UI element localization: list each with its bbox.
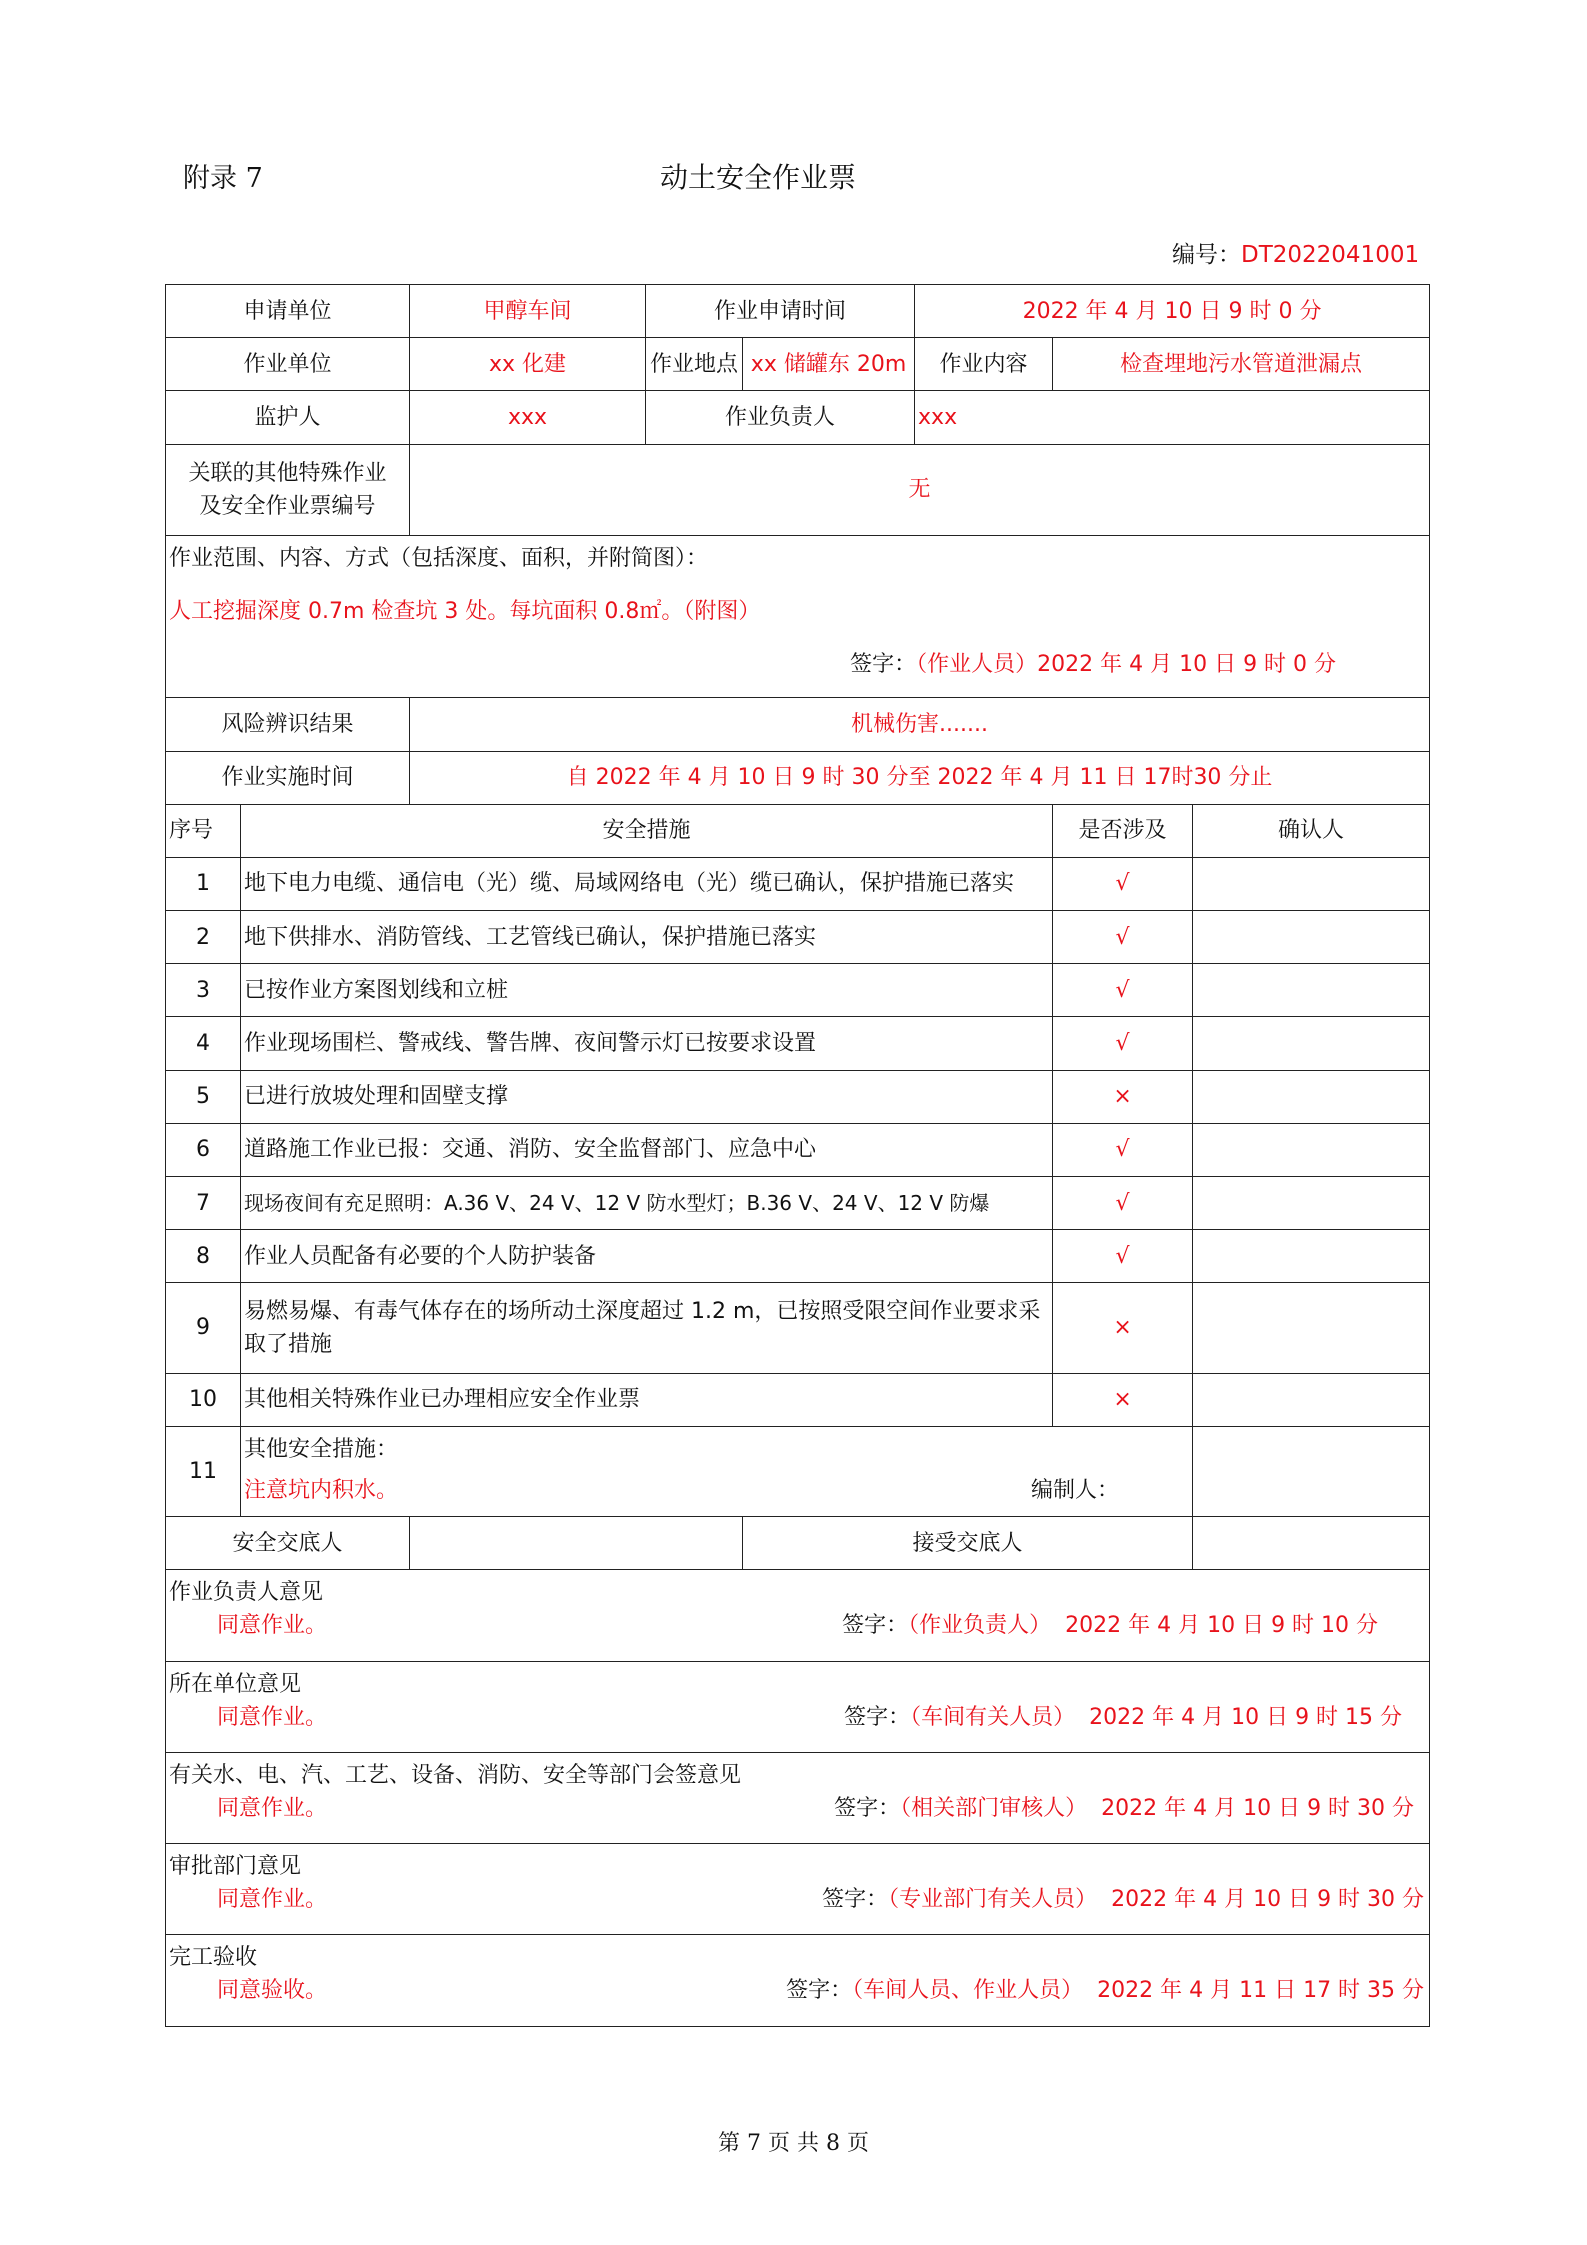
other-measure-content: 注意坑内积水。 [244, 1477, 399, 1503]
signature-label: 签字： [842, 1613, 909, 1639]
apply-time-label: 作业申请时间 [646, 285, 915, 338]
opinion-section [166, 1570, 1430, 1661]
measure-row [166, 857, 1430, 910]
measure-row [166, 964, 1430, 1017]
measure-row [166, 1070, 1430, 1123]
signature-label: 签字： [844, 1704, 911, 1730]
other-measure-row [166, 1426, 1430, 1516]
work-unit-value: xx 化建 [410, 338, 646, 391]
measure-no: 9 [166, 1283, 241, 1373]
opinion-content: 同意作业。 [217, 1887, 328, 1913]
other-measure-label: 其他安全措施： [244, 1436, 399, 1462]
measure-involved-mark: √ [1053, 1230, 1193, 1283]
opinion-title: 完工验收 [169, 1945, 258, 1971]
measure-involved-mark: √ [1053, 1017, 1193, 1070]
measure-confirmer [1193, 1373, 1430, 1426]
signature-value: （相关部门审核人） 2022 年 4 月 10 日 9 时 30 分 [900, 1795, 1415, 1821]
handover-receiver-value [1193, 1517, 1430, 1570]
col-header-confirm: 确认人 [1193, 804, 1430, 857]
leader-value: xxx [915, 391, 1430, 444]
work-scope-content: 人工挖掘深度 0.7m 检查坑 3 处。每坑面积 0.8㎡。（附图） [169, 598, 761, 624]
measure-confirmer [1193, 1426, 1430, 1516]
period-value: 自 2022 年 4 月 10 日 9 时 30 分至 2022 年 4 月 11 日 17时30 分止 [410, 751, 1430, 804]
col-header-measure: 安全措施 [241, 804, 1053, 857]
measure-confirmer [1193, 1017, 1430, 1070]
apply-unit-label: 申请单位 [166, 285, 410, 338]
page-number: 第 7 页 共 8 页 [718, 2131, 869, 2156]
work-scope-section [166, 535, 1430, 698]
page-title: 动土安全作业票 [660, 161, 857, 194]
serial-label: 编号： [1172, 242, 1241, 268]
signature-value: （专业部门有关人员） 2022 年 4 月 10 日 9 时 30 分 [888, 1887, 1425, 1913]
related-label-line-2: 及安全作业票编号 [199, 493, 376, 519]
handover-giver-label: 安全交底人 [166, 1517, 410, 1570]
col-header-no: 序号 [166, 804, 241, 857]
opinion-content: 同意作业。 [217, 1795, 328, 1821]
opinion-section [166, 1935, 1430, 2027]
col-header-involved: 是否涉及 [1053, 804, 1193, 857]
opinion-title: 审批部门意见 [169, 1854, 302, 1880]
signature-label: 签字： [822, 1887, 889, 1913]
measure-involved-mark: × [1053, 1283, 1193, 1373]
measure-text: 已进行放坡处理和固壁支撑 [241, 1070, 1053, 1123]
measure-no: 1 [166, 857, 241, 910]
apply-time-value: 2022 年 4 月 10 日 9 时 0 分 [915, 285, 1430, 338]
work-content-value: 检查埋地污水管道泄漏点 [1053, 338, 1430, 391]
measure-confirmer [1193, 1283, 1430, 1373]
measure-text: 道路施工作业已报：交通、消防、安全监督部门、应急中心 [241, 1123, 1053, 1176]
work-scope-label: 作业范围、内容、方式（包括深度、面积，并附简图）： [169, 545, 709, 571]
measure-involved-mark: √ [1053, 964, 1193, 1017]
related-permit-value: 无 [410, 444, 1430, 535]
work-place-label: 作业地点 [646, 338, 743, 391]
measure-no: 6 [166, 1123, 241, 1176]
measure-row [166, 1230, 1430, 1283]
related-label-line-1: 关联的其他特殊作业 [188, 460, 387, 486]
risk-label: 风险辨识结果 [166, 698, 410, 751]
measure-text: 作业现场围栏、警戒线、警告牌、夜间警示灯已按要求设置 [241, 1017, 1053, 1070]
opinion-content: 同意作业。 [217, 1704, 328, 1730]
measure-no: 3 [166, 964, 241, 1017]
measure-confirmer [1193, 1123, 1430, 1176]
measure-confirmer [1193, 1070, 1430, 1123]
author-label: 编制人： [1031, 1477, 1120, 1503]
signature-label: 签字： [834, 1795, 901, 1821]
period-label: 作业实施时间 [166, 751, 410, 804]
handover-giver-value [410, 1517, 743, 1570]
leader-label: 作业负责人 [646, 391, 915, 444]
measure-no: 11 [166, 1426, 241, 1516]
opinion-title: 所在单位意见 [169, 1671, 302, 1697]
work-place-value: xx 储罐东 20m [743, 338, 915, 391]
opinion-section [166, 1844, 1430, 1935]
signature-value: （车间人员、作业人员） 2022 年 4 月 11 日 17 时 35 分 [852, 1978, 1425, 2004]
signature-value: （作业负责人） 2022 年 4 月 10 日 9 时 10 分 [908, 1613, 1379, 1639]
guardian-value: xxx [410, 391, 646, 444]
measure-no: 2 [166, 911, 241, 964]
opinion-title: 有关水、电、汽、工艺、设备、消防、安全等部门会签意见 [169, 1762, 742, 1788]
opinion-content: 同意验收。 [217, 1978, 328, 2004]
measure-no: 4 [166, 1017, 241, 1070]
measure-row [166, 1123, 1430, 1176]
related-permit-label [166, 444, 410, 535]
measure-text: 作业人员配备有必要的个人防护装备 [241, 1230, 1053, 1283]
measure-confirmer [1193, 1176, 1430, 1229]
measure-involved-mark: √ [1053, 857, 1193, 910]
measure-involved-mark: √ [1053, 1123, 1193, 1176]
appendix-label: 附录 7 [183, 163, 263, 194]
opinion-section [166, 1752, 1430, 1843]
measure-no: 7 [166, 1176, 241, 1229]
other-measure-cell [241, 1426, 1193, 1516]
measure-no: 10 [166, 1373, 241, 1426]
work-scope-signature [169, 648, 1426, 681]
guardian-label: 监护人 [166, 391, 410, 444]
measure-text: 地下供排水、消防管线、工艺管线已确认，保护措施已落实 [241, 911, 1053, 964]
serial-value: DT2022041001 [1241, 242, 1420, 268]
measure-no: 8 [166, 1230, 241, 1283]
work-permit-form [165, 284, 1430, 2027]
measure-row [166, 911, 1430, 964]
measure-confirmer [1193, 857, 1430, 910]
measure-row [166, 1373, 1430, 1426]
measure-involved-mark: √ [1053, 911, 1193, 964]
opinion-content: 同意作业。 [217, 1613, 328, 1639]
signature-label: 签字： [786, 1978, 853, 2004]
measure-confirmer [1193, 1230, 1430, 1283]
measure-text: 现场夜间有充足照明：A.36 V、24 V、12 V 防水型灯；B.36 V、24 V、12 V 防爆 [241, 1176, 1053, 1229]
signature-value: （车间有关人员） 2022 年 4 月 10 日 9 时 15 分 [910, 1704, 1403, 1730]
measure-involved-mark: √ [1053, 1176, 1193, 1229]
measure-row [166, 1176, 1430, 1229]
work-content-label: 作业内容 [915, 338, 1053, 391]
measure-text: 地下电力电缆、通信电（光）缆、局域网络电（光）缆已确认，保护措施已落实 [241, 857, 1053, 910]
measure-row [166, 1017, 1430, 1070]
handover-receiver-label: 接受交底人 [743, 1517, 1193, 1570]
signature-label: 签字： [850, 651, 917, 677]
measure-confirmer [1193, 964, 1430, 1017]
opinion-title: 作业负责人意见 [169, 1580, 324, 1606]
measure-text: 已按作业方案图划线和立桩 [241, 964, 1053, 1017]
measure-no: 5 [166, 1070, 241, 1123]
measure-text: 其他相关特殊作业已办理相应安全作业票 [241, 1373, 1053, 1426]
work-unit-label: 作业单位 [166, 338, 410, 391]
apply-unit-value: 甲醇车间 [410, 285, 646, 338]
signature-value: （作业人员）2022 年 4 月 10 日 9 时 0 分 [916, 651, 1337, 677]
measure-text: 易燃易爆、有毒气体存在的场所动土深度超过 1.2 m，已按照受限空间作业要求采 取了措施 [241, 1283, 1053, 1373]
opinion-section [166, 1661, 1430, 1752]
serial-number [1172, 236, 1419, 269]
measure-confirmer [1193, 911, 1430, 964]
measure-involved-mark: × [1053, 1373, 1193, 1426]
measure-row [166, 1283, 1430, 1373]
measure-involved-mark: × [1053, 1070, 1193, 1123]
risk-value: 机械伤害....... [410, 698, 1430, 751]
